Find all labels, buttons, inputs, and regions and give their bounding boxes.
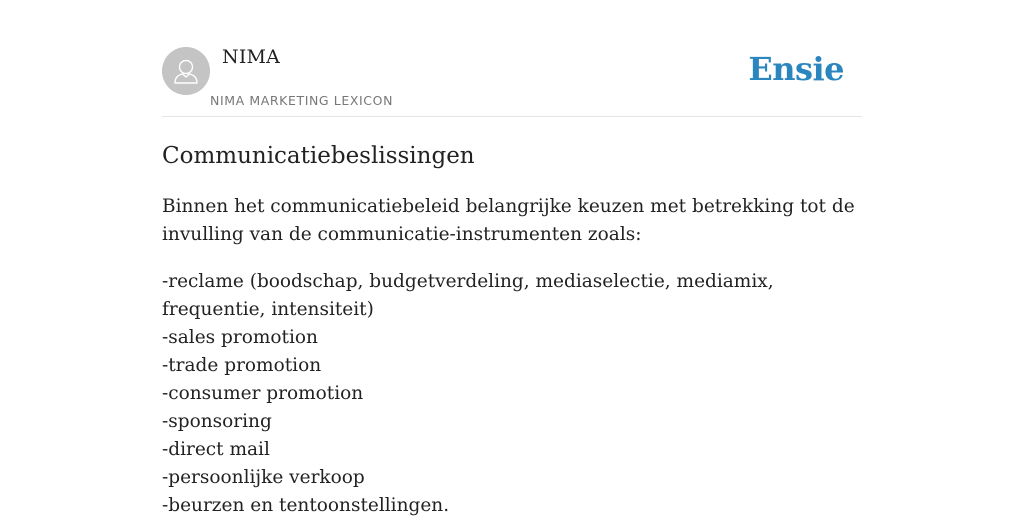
instrument-list — [162, 268, 862, 520]
list-item: -beurzen en tentoonstellingen. — [162, 495, 450, 516]
definition-page — [162, 0, 862, 520]
list-item: -trade promotion — [162, 355, 322, 376]
definition-title: Communicatiebeslissingen — [162, 143, 475, 169]
user-avatar-icon[interactable] — [162, 47, 210, 95]
list-item: -persoonlijke verkoop — [162, 467, 365, 488]
list-item: -consumer promotion — [162, 383, 364, 404]
list-item: -sales promotion — [162, 327, 318, 348]
list-item: -direct mail — [162, 439, 270, 460]
definition-body — [162, 193, 862, 520]
ensie-logo-link[interactable]: Ensie — [748, 50, 844, 88]
definition-intro: Binnen het communicatiebeleid belangrijke keuzen met betrekking tot de invulling van de communicatie-instrumenten zoals: — [162, 196, 855, 245]
source-lexicon-link[interactable]: NIMA MARKETING LEXICON — [210, 93, 394, 108]
definition-header — [162, 0, 862, 117]
list-item: -reclame (boodschap, budgetverdeling, mediaselectie, mediamix, frequentie, intensiteit) — [162, 271, 774, 320]
author-name-link[interactable]: NIMA — [222, 46, 281, 68]
list-item: -sponsoring — [162, 411, 272, 432]
